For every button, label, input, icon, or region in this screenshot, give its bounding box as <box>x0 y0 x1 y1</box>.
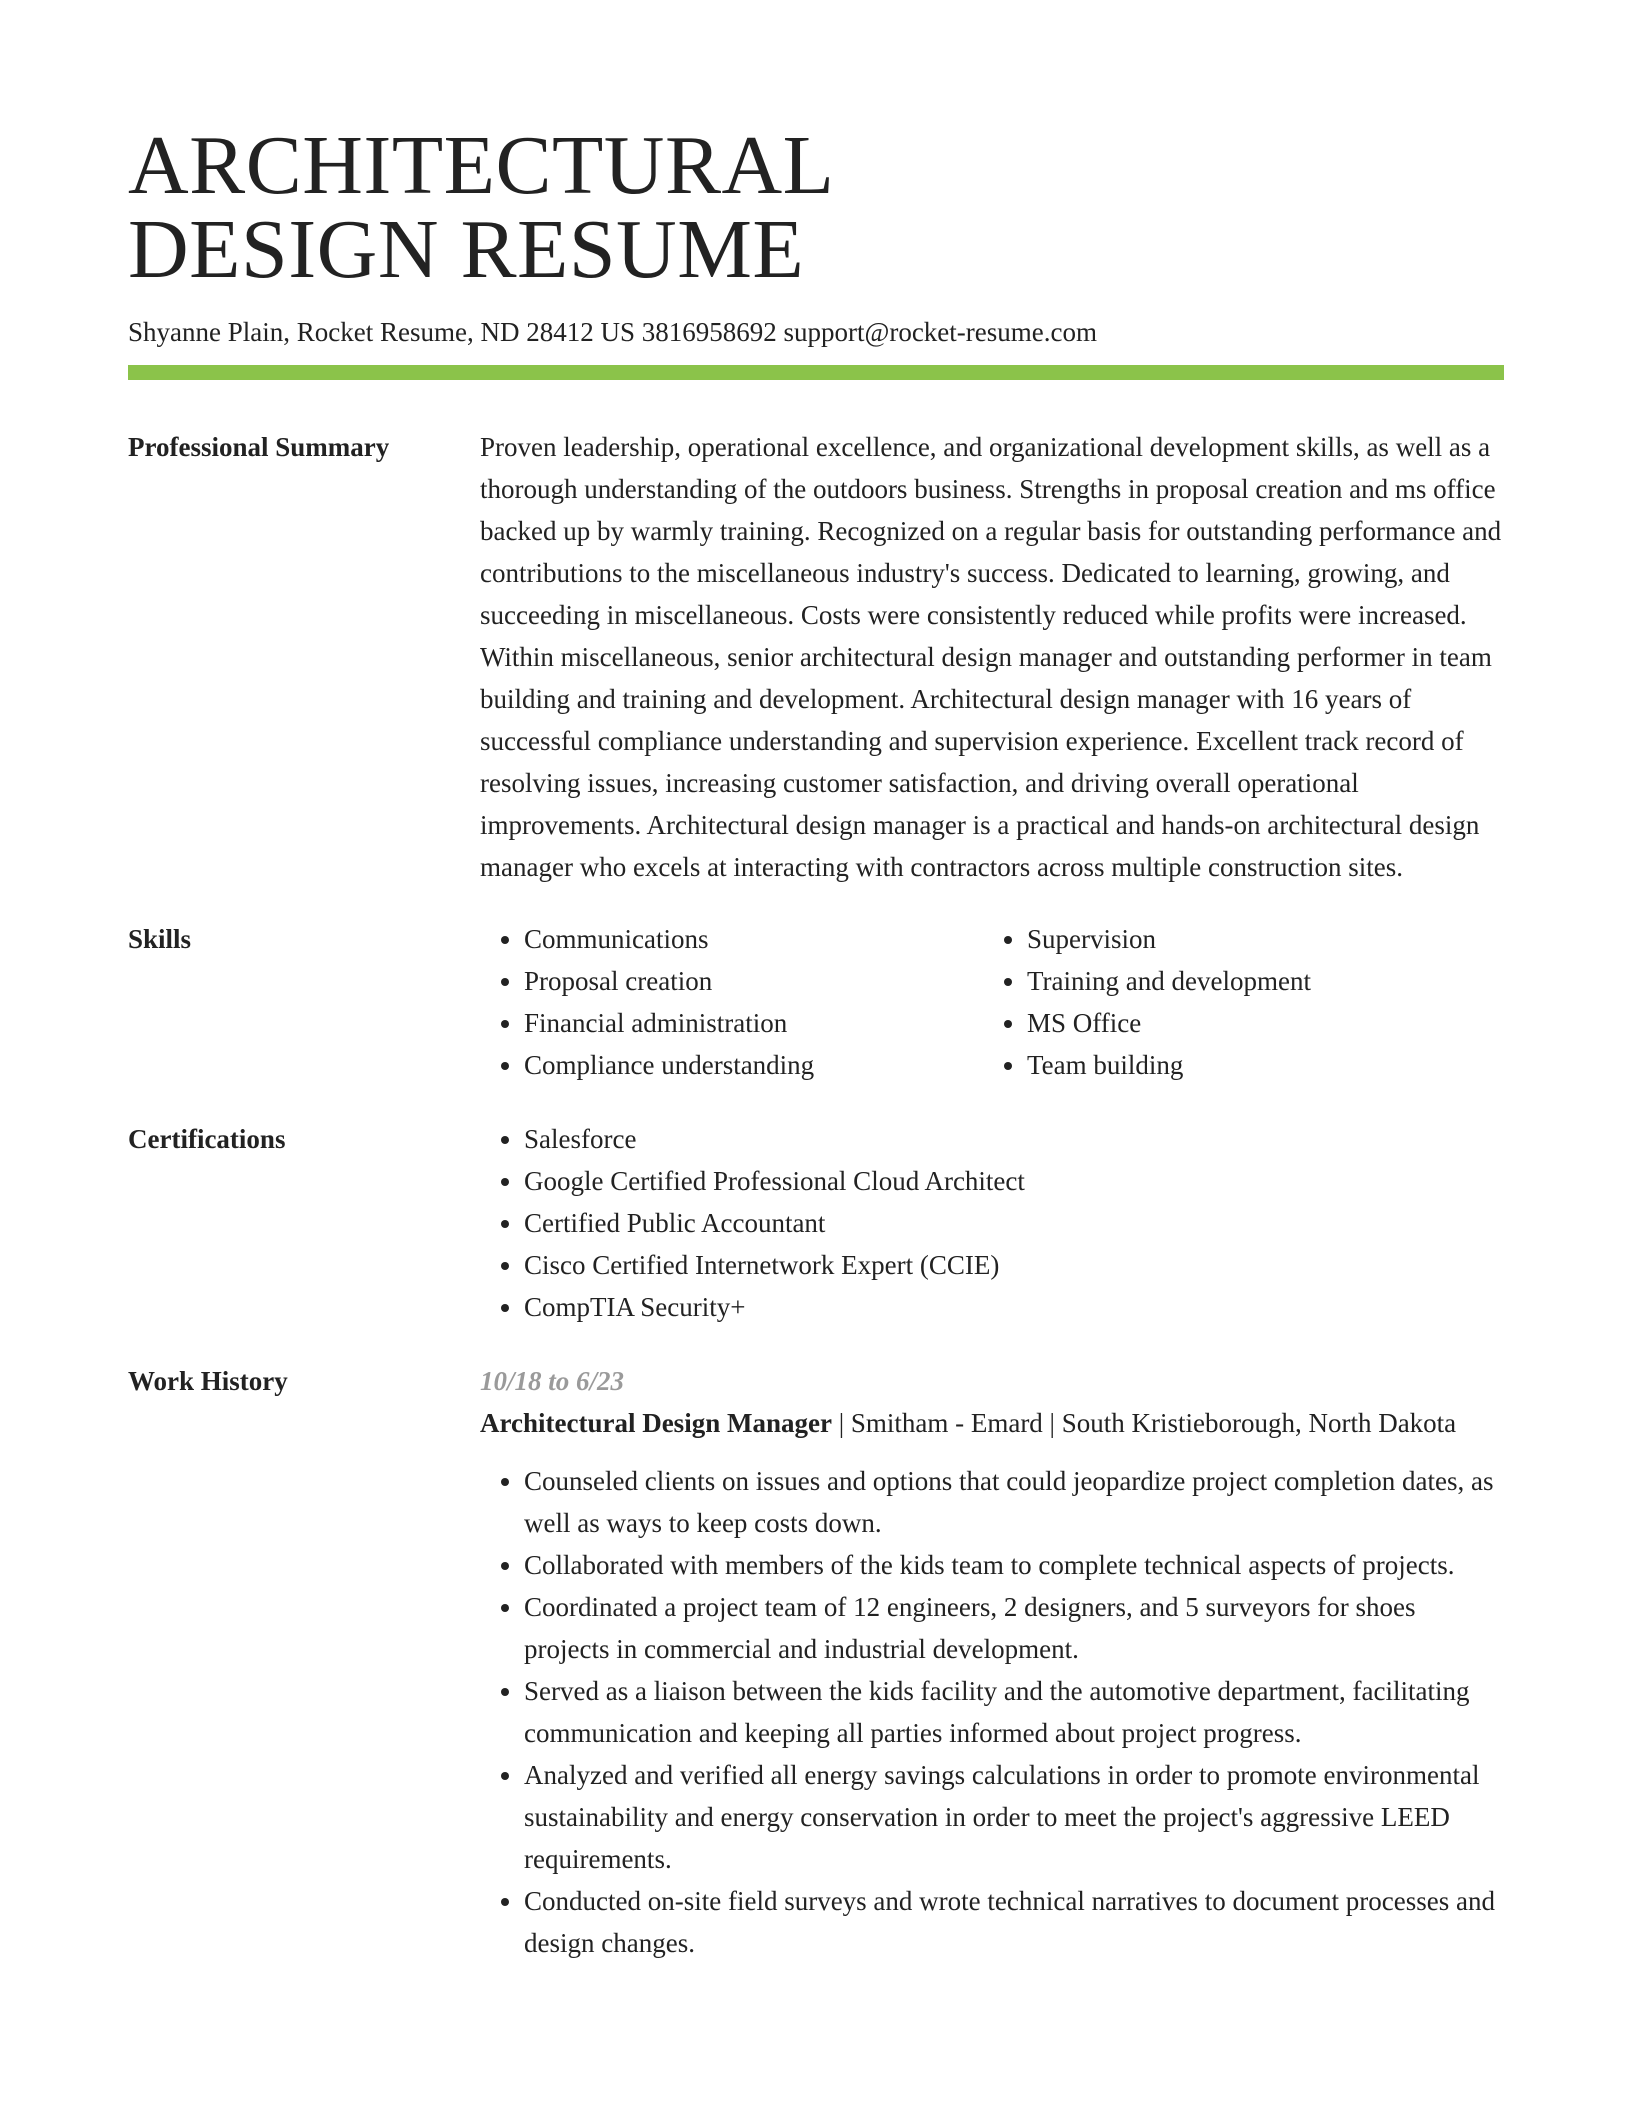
title-line-2: DESIGN RESUME <box>128 203 805 296</box>
summary-section <box>128 426 1504 888</box>
resume-title <box>128 0 1504 296</box>
job-bullet: • Counseled clients on issues and options that could jeopardize project completion dates, as well as ways to keep costs down. <box>524 1460 1504 1544</box>
skill-item: • Supervision <box>1027 918 1486 960</box>
skill-item: • Team building <box>1027 1044 1486 1086</box>
resume-page <box>128 0 1504 1964</box>
skill-item: • MS Office <box>1027 1002 1486 1044</box>
summary-text: Proven leadership, operational excellence, and organizational development skills, as well as a thorough understanding of the outdoors business. Strengths in proposal creation and ms office backed up by warmly training. Recognized on a regular basis for outstanding performance and contributions to the miscellaneous industry's success. Dedicated to learning, growing, and succeeding in miscellaneous. Costs were consistently reduced while profits were increased. Within miscellaneous, senior architectural design manager and outstanding performer in team building and training and development. Architectural design manager with 16 years of successful compliance understanding and supervision experience. Excellent track record of resolving issues, increasing customer satisfaction, and driving overall operational improvements. Architectural design manager is a practical and hands-on architectural design manager who excels at interacting with contractors across multiple construction sites. <box>480 432 1502 882</box>
title-line-1: ARCHITECTURAL <box>128 119 835 212</box>
work-history-body <box>480 1360 1504 1964</box>
skills-label: Skills <box>128 924 192 954</box>
job-title: Architectural Design Manager <box>480 1408 832 1438</box>
certification-item: • Google Certified Professional Cloud Architect <box>524 1160 1504 1202</box>
job-bullet: • Served as a liaison between the kids facility and the automotive department, facilitating communication and keeping all parties informed about project progress. <box>524 1670 1504 1754</box>
job-bullet: • Conducted on-site field surveys and wrote technical narratives to document processes and design changes. <box>524 1880 1504 1964</box>
job-dates: 10/18 to 6/23 <box>480 1366 625 1396</box>
skill-item: • Financial administration <box>524 1002 983 1044</box>
certification-item: • Certified Public Accountant <box>524 1202 1504 1244</box>
certification-item: • CompTIA Security+ <box>524 1286 1504 1328</box>
summary-body <box>480 426 1504 888</box>
certifications-section <box>128 1118 1504 1328</box>
skill-item: • Communications <box>524 918 983 960</box>
job-bullet: • Coordinated a project team of 12 engineers, 2 designers, and 5 surveyors for shoes projects in commercial and industrial development. <box>524 1586 1504 1670</box>
skills-column-1 <box>480 918 983 1086</box>
skills-column-2 <box>983 918 1486 1086</box>
skill-item: • Training and development <box>1027 960 1486 1002</box>
certification-item: • Salesforce <box>524 1118 1504 1160</box>
job-bullet: • Collaborated with members of the kids team to complete technical aspects of projects. <box>524 1544 1504 1586</box>
summary-label: Professional Summary <box>128 432 390 462</box>
work-history-section <box>128 1360 1504 1964</box>
accent-divider <box>128 365 1504 380</box>
contact-line: Shyanne Plain, Rocket Resume, ND 28412 US 3816958692 support@rocket-resume.com <box>128 317 1097 347</box>
skills-section <box>128 918 1504 1086</box>
skill-item: • Compliance understanding <box>524 1044 983 1086</box>
certifications-body <box>480 1118 1504 1328</box>
certifications-label: Certifications <box>128 1124 286 1154</box>
skill-item: • Proposal creation <box>524 960 983 1002</box>
job-bullet: • Analyzed and verified all energy savings calculations in order to promote environmental sustainability and energy conservation in order to meet the project's aggressive LEED requirements. <box>524 1754 1504 1880</box>
certification-item: • Cisco Certified Internetwork Expert (CCIE) <box>524 1244 1504 1286</box>
skills-body <box>480 918 1504 1086</box>
job-details: | Smitham - Emard | South Kristieborough, North Dakota <box>831 1408 1457 1438</box>
job-bullets <box>480 1460 1504 1964</box>
job-heading <box>480 1402 1504 1444</box>
work-history-label: Work History <box>128 1366 288 1396</box>
